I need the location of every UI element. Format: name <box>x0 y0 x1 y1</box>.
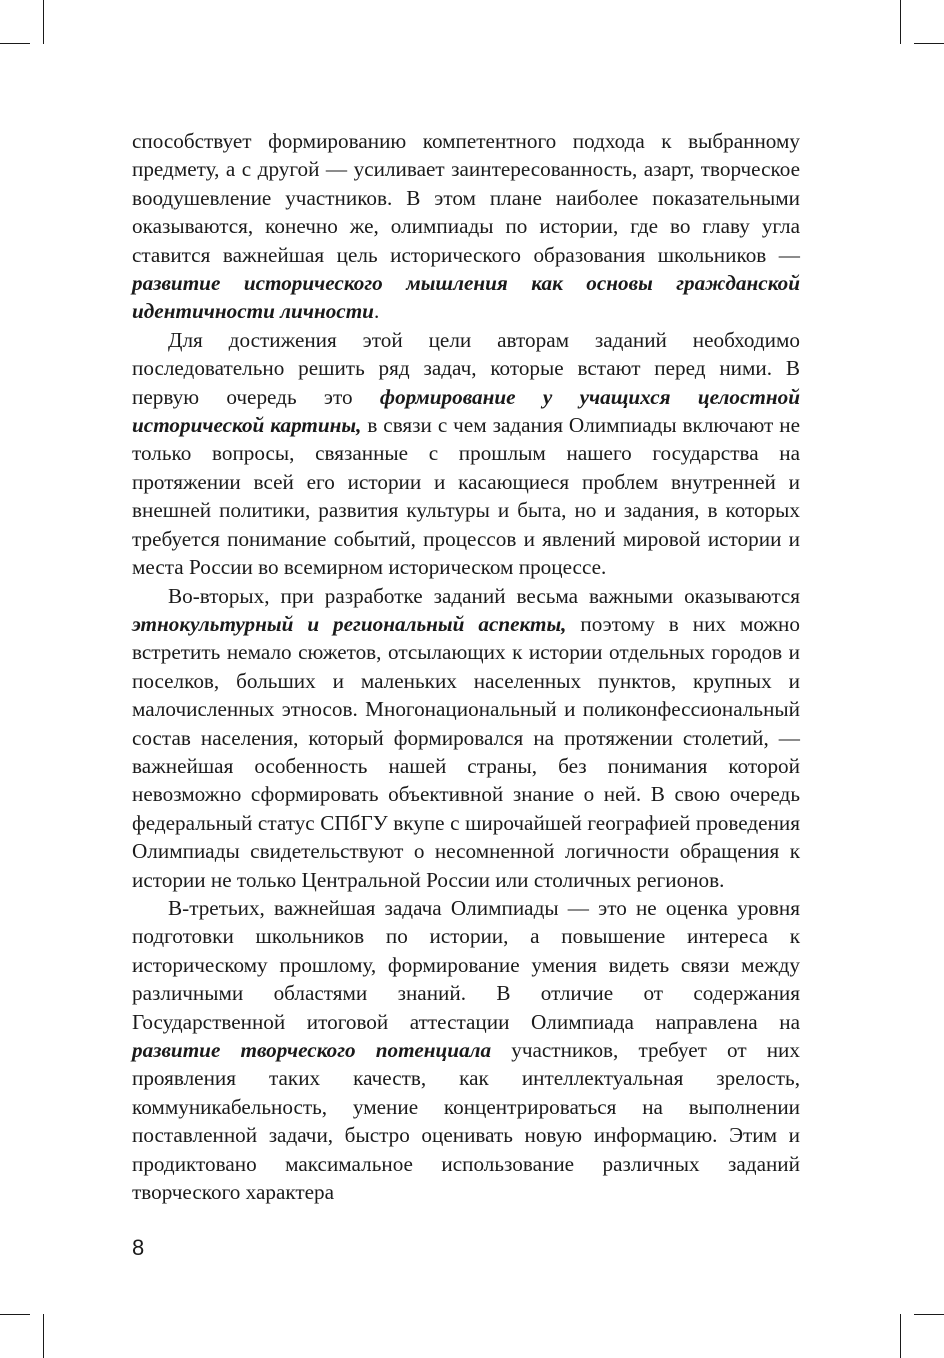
paragraph-2-text-start: Для достижения этой цели авторам заданий необходимо последовательно решить ряд задач, которые встают перед ними. В первую очередь это <box>132 327 800 409</box>
paragraph-4-text-end: участников, требует от них проявления таких качеств, как интеллектуальная зрелость, коммуникабельность, умение концентрироваться на выполнении поставленной задачи, быстро оценивать новую информацию. Этим и продиктовано максимальное использование различных заданий творческого характера <box>132 1038 800 1205</box>
page-number: 8 <box>132 1235 145 1260</box>
crop-mark-top-left-vertical <box>43 0 44 44</box>
crop-mark-bottom-left-horizontal <box>0 1314 30 1315</box>
paragraph-4 <box>132 894 800 1206</box>
paragraph-3-text-start: Во-вторых, при разработке заданий весьма важными оказываются <box>168 583 800 608</box>
crop-mark-bottom-right-vertical <box>900 1314 901 1358</box>
paragraph-3-text-end: поэтому в них можно встретить немало сюжетов, отсылающих к истории отдельных городов и поселков, больших и маленьких населенных пунктов, крупных и малочисленных этносов. Многонациональный и поликонфессиональный состав населения, который формировался на протяжении столетий, — важнейшая особенность нашей страны, без понимания которой невозможно сформировать объективной знание о ней. В свою очередь федеральный статус СПбГУ вкупе с широчайшей географией проведения Олимпиады свидетельствуют о несомненной логичности обращения к истории не только Центральной России или столичных регионов. <box>132 611 800 892</box>
paragraph-1-emphasis: развитие исторического мышления как основы гражданской идентичности личности <box>132 271 800 324</box>
paragraph-4-emphasis: развитие творческого потенциала <box>132 1038 492 1062</box>
paragraph-1-text-start: способствует формированию компетентного подхода к выбранному предмету, а с другой — усиливает заинтересованность, азарт, творческое воодушевление участников. В этом плане наиболее показательными оказываются, конечно же, олимпиады по истории, где во главу угла ставится важнейшая цель исторического образования школьников — <box>132 129 800 267</box>
crop-mark-bottom-right-horizontal <box>914 1314 944 1315</box>
paragraph-3-emphasis: этнокультурный и региональный аспекты, <box>132 611 567 636</box>
paragraph-2-emphasis: формирование у учащихся целостной исторической картины, <box>132 384 800 438</box>
paragraph-4-text-start: В-третьих, важнейшая задача Олимпиады — это не оценка уровня подготовки школьников по истории, а повышение интереса к историческому прошлому, формирование умения видеть связи между различными областями знаний. В отличие от содержания Государственной итоговой аттестации Олимпиада направлена на <box>132 895 800 1034</box>
paragraph-3 <box>132 582 800 894</box>
body-text <box>132 127 800 1206</box>
paragraph-2-text-end: в связи с чем задания Олимпиады включают не только вопросы, связанные с прошлым нашего государства на протяжении всей его истории и касающиеся проблем внутренней и внешней политики, развития культуры и быта, но и задания, в которых требуется понимание событий, процессов и явлений мировой истории и места России во всемирном историческом процессе. <box>132 413 800 580</box>
paragraph-2 <box>132 326 800 582</box>
crop-mark-top-right-horizontal <box>914 43 944 44</box>
crop-mark-top-right-vertical <box>900 0 901 44</box>
paragraph-1-text-end: . <box>373 299 380 324</box>
paragraph-1 <box>132 127 800 326</box>
crop-mark-top-left-horizontal <box>0 43 30 44</box>
crop-mark-bottom-left-vertical <box>43 1314 44 1358</box>
